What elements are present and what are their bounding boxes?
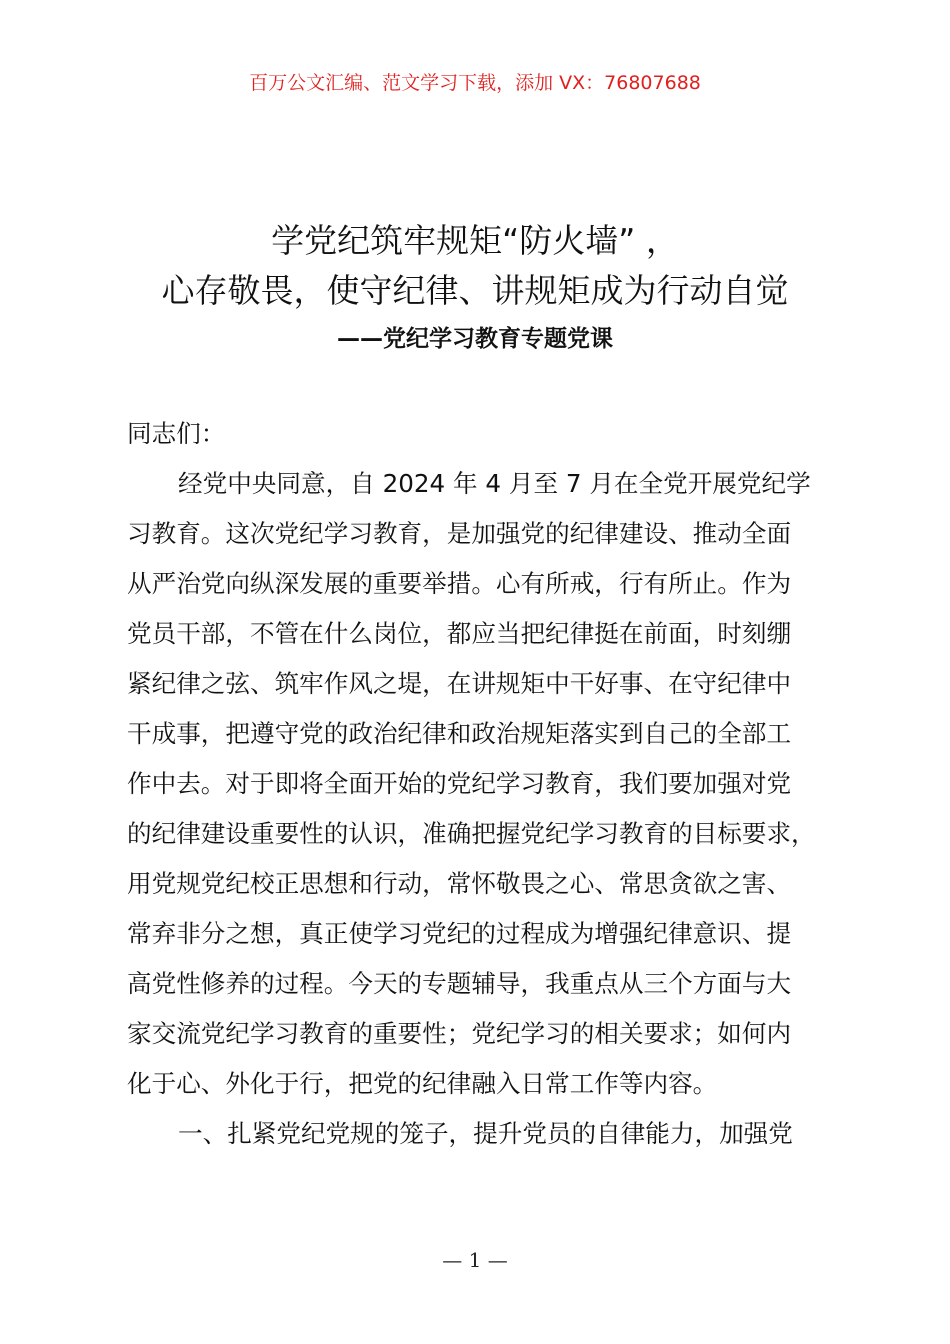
title-line-1: 学党纪筑牢规矩“防火墙” ， — [271, 221, 679, 260]
page-number: — 1 — — [442, 1248, 508, 1272]
paragraph-line: 党员干部，不管在什么岗位，都应当把纪律挺在前面，时刻绷 — [127, 619, 792, 648]
paragraph-line: 从严治党向纵深发展的重要举措。心有所戒，行有所止。作为 — [127, 569, 792, 598]
paragraph-line: 经党中央同意，自 2024 年 4 月至 7 月在全党开展党纪学 — [178, 469, 811, 498]
paragraph-line: 常弃非分之想，真正使学习党纪的过程成为增强纪律意识、提 — [127, 919, 792, 948]
section-heading-1: 一、扎紧党纪党规的笼子，提升党员的自律能力，加强党 — [178, 1119, 793, 1148]
paragraph-line: 干成事，把遵守党的政治纪律和政治规矩落实到自己的全部工 — [127, 719, 792, 748]
paragraph-line: 用党规党纪校正思想和行动，常怀敬畏之心、常思贪欲之害、 — [127, 869, 792, 898]
paragraph-line: 作中去。对于即将全面开始的党纪学习教育，我们要加强对党 — [127, 769, 792, 798]
paragraph-line: 紧纪律之弦、筑牢作风之堤，在讲规矩中干好事、在守纪律中 — [127, 669, 792, 698]
document-body — [127, 416, 867, 1166]
subtitle: ——党纪学习教育专题党课 — [337, 326, 613, 352]
title-line-2: 心存敬畏，使守纪律、讲规矩成为行动自觉 — [161, 271, 789, 310]
paragraph-line: 化于心、外化于行，把党的纪律融入日常工作等内容。 — [127, 1069, 718, 1098]
watermark-header: 百万公文汇编、范文学习下载，添加 VX：76807688 — [249, 72, 701, 94]
paragraph-line: 家交流党纪学习教育的重要性；党纪学习的相关要求；如何内 — [127, 1019, 792, 1048]
paragraph-line: 习教育。这次党纪学习教育，是加强党的纪律建设、推动全面 — [127, 519, 792, 548]
paragraph-line: 的纪律建设重要性的认识，准确把握党纪学习教育的目标要求， — [127, 819, 816, 848]
salutation: 同志们： — [127, 419, 226, 448]
paragraph-line: 高党性修养的过程。今天的专题辅导，我重点从三个方面与大 — [127, 969, 792, 998]
